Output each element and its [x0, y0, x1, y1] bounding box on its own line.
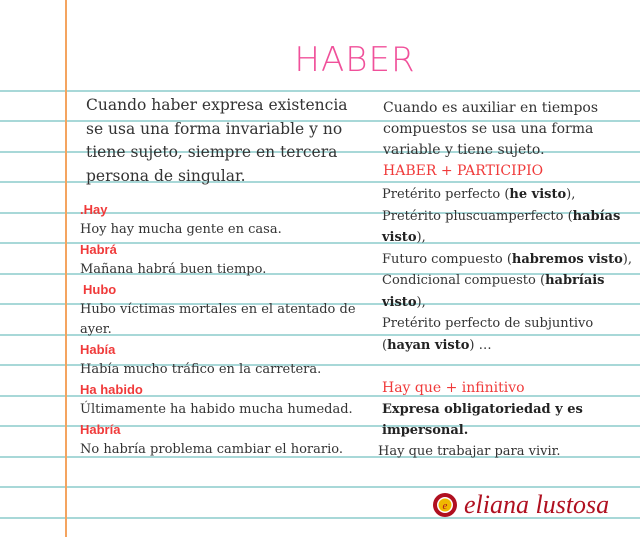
- entry-example: Mañana habrá buen tiempo.: [80, 262, 267, 277]
- entry-heading: .Hay: [80, 202, 108, 217]
- swirl-logo-icon: [432, 492, 458, 518]
- tense-item: Condicional compuesto (habríais: [382, 273, 605, 288]
- margin-line: [65, 0, 67, 537]
- hay-que-desc: impersonal.: [382, 423, 469, 438]
- intro-line: se usa una forma invariable y no: [86, 119, 343, 138]
- tense-item: visto),: [382, 230, 426, 245]
- hay-que-example: Hay que trabajar para vivir.: [378, 444, 561, 459]
- right-intro: [383, 98, 598, 182]
- entry-example: No habría problema cambiar el horario.: [80, 442, 343, 457]
- entry-heading: Ha habido: [80, 382, 143, 397]
- hay-que-heading: Hay que + infinitivo: [382, 380, 525, 396]
- entry-heading: Hubo: [83, 282, 117, 297]
- svg-text:e: e: [442, 500, 448, 512]
- page-title: HABER: [294, 40, 416, 80]
- entry-heading: Habría: [80, 422, 121, 437]
- tense-item: Pretérito perfecto (he visto),: [382, 187, 576, 202]
- tense-item: (hayan visto) …: [382, 337, 492, 353]
- rule-line: [0, 486, 640, 488]
- intro-line: persona de singular.: [86, 166, 246, 185]
- intro-line: Cuando es auxiliar en tiempos: [383, 100, 599, 116]
- intro-line: variable y tiene sujeto.: [383, 142, 545, 158]
- haber-participio-heading: HABER + PARTICIPIO: [383, 163, 544, 179]
- hay-que-desc: Expresa obligatoriedad y es: [382, 402, 583, 417]
- left-intro: [86, 94, 348, 188]
- rule-line: [0, 90, 640, 92]
- left-entries: [80, 200, 356, 460]
- tense-item: Pretérito pluscuamperfecto (habías: [382, 208, 621, 224]
- brand-logo: [432, 490, 609, 520]
- hay-que-section: [378, 378, 583, 462]
- tense-item: Pretérito perfecto de subjuntivo: [382, 316, 594, 331]
- intro-line: compuestos se usa una forma: [383, 121, 594, 137]
- intro-line: tiene sujeto, siempre en tercera: [86, 143, 338, 161]
- entry-example: Hubo víctimas mortales en el atentado de: [80, 302, 356, 317]
- entry-example: ayer.: [80, 322, 112, 337]
- entry-example: Últimamente ha habido mucha humedad.: [80, 402, 353, 417]
- tense-item: visto),: [382, 294, 426, 310]
- entry-heading: Habrá: [80, 242, 117, 257]
- tense-item: Futuro compuesto (habremos visto),: [382, 251, 632, 267]
- entry-heading: Había: [80, 342, 116, 357]
- entry-example: Había mucho tráfico en la carretera.: [80, 362, 322, 377]
- tense-list: [382, 184, 632, 356]
- entry-example: Hoy hay mucha gente en casa.: [80, 222, 282, 237]
- intro-line: Cuando haber expresa existencia: [86, 96, 348, 114]
- logo-text: eliana lustosa: [464, 490, 610, 519]
